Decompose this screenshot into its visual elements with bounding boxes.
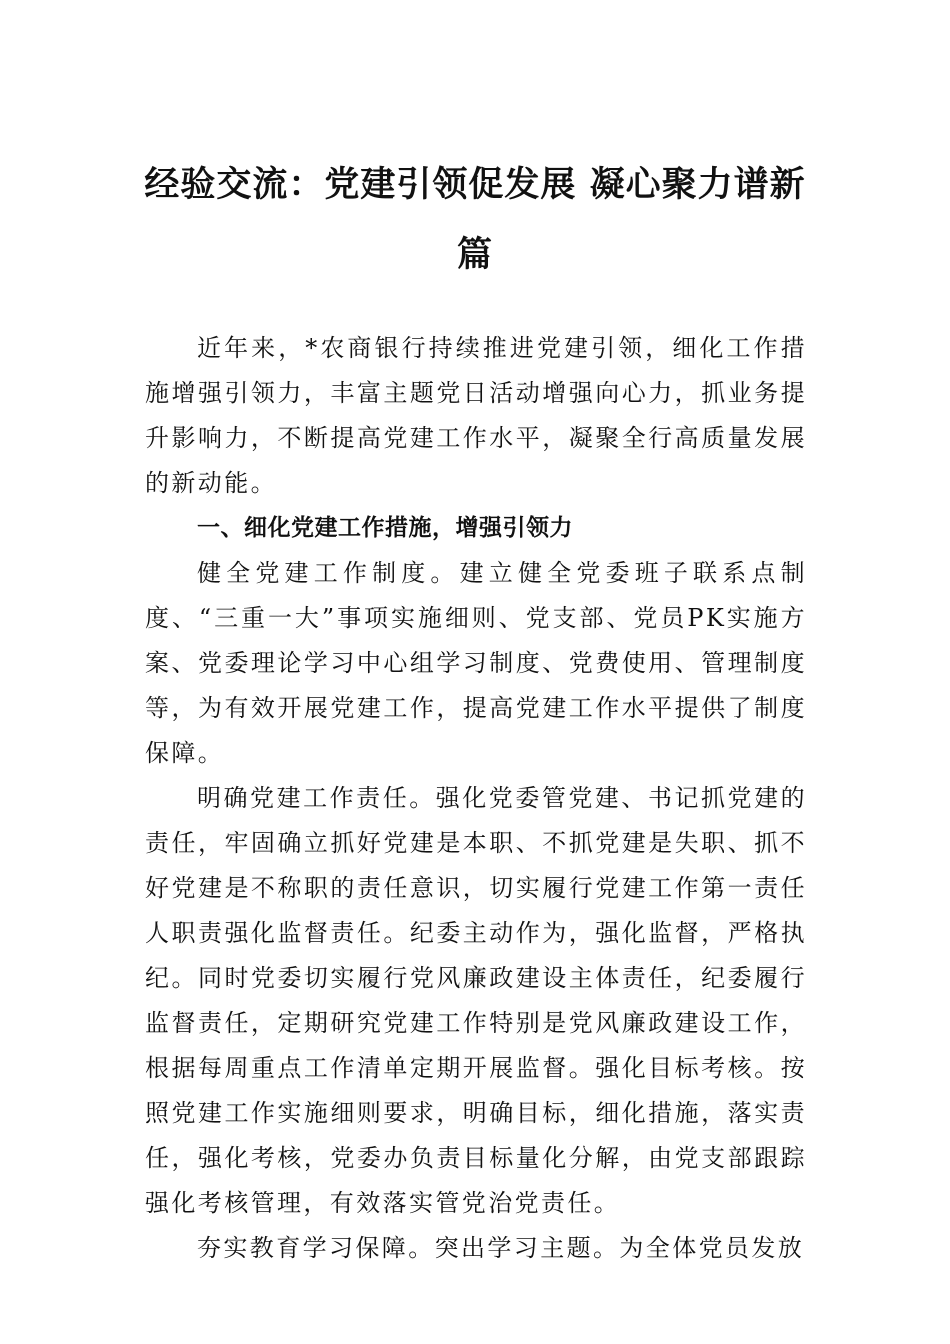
intro-paragraph: 近年来，*农商银行持续推进党建引领，细化工作措施增强引领力，丰富主题党日活动增强向心力，抓业务提升影响力，不断提高党建工作水平，凝聚全行高质量发展的新动能。 <box>145 334 807 497</box>
paragraph-responsibility: 明确党建工作责任。强化党委管党建、书记抓党建的责任，牢固确立抓好党建是本职、不抓党建是失职、抓不好党建是不称职的责任意识，切实履行党建工作第一责任人职责强化监督责任。纪委主动作为，强化监督，严格执纪。同时党委切实履行党风廉政建设主体责任，纪委履行监督责任，定期研究党建工作特别是党风廉政建设工作，根据每周重点工作清单定期开展监督。强化目标考核。按照党建工作实施细则要求，明确目标，细化措施，落实责任，强化考核，党委办负责目标量化分解，由党支部跟踪强化考核管理，有效落实管党治党责任。 <box>145 784 807 1217</box>
document-body <box>145 326 807 1271</box>
document-title-line-1: 经验交流：党建引领促发展 凝心聚力谱新 <box>144 164 806 205</box>
paragraph-system: 健全党建工作制度。建立健全党委班子联系点制度、“三重一大”事项实施细则、党支部、党员PK实施方案、党委理论学习中心组学习制度、党费使用、管理制度等，为有效开展党建工作，提高党建工作水平提供了制度保障。 <box>145 559 807 767</box>
document-title-line-2: 篇 <box>456 234 493 275</box>
section-heading-1: 一、细化党建工作措施，增强引领力 <box>197 515 573 541</box>
paragraph-education: 夯实教育学习保障。突出学习主题。为全体党员发放 <box>197 1234 805 1262</box>
